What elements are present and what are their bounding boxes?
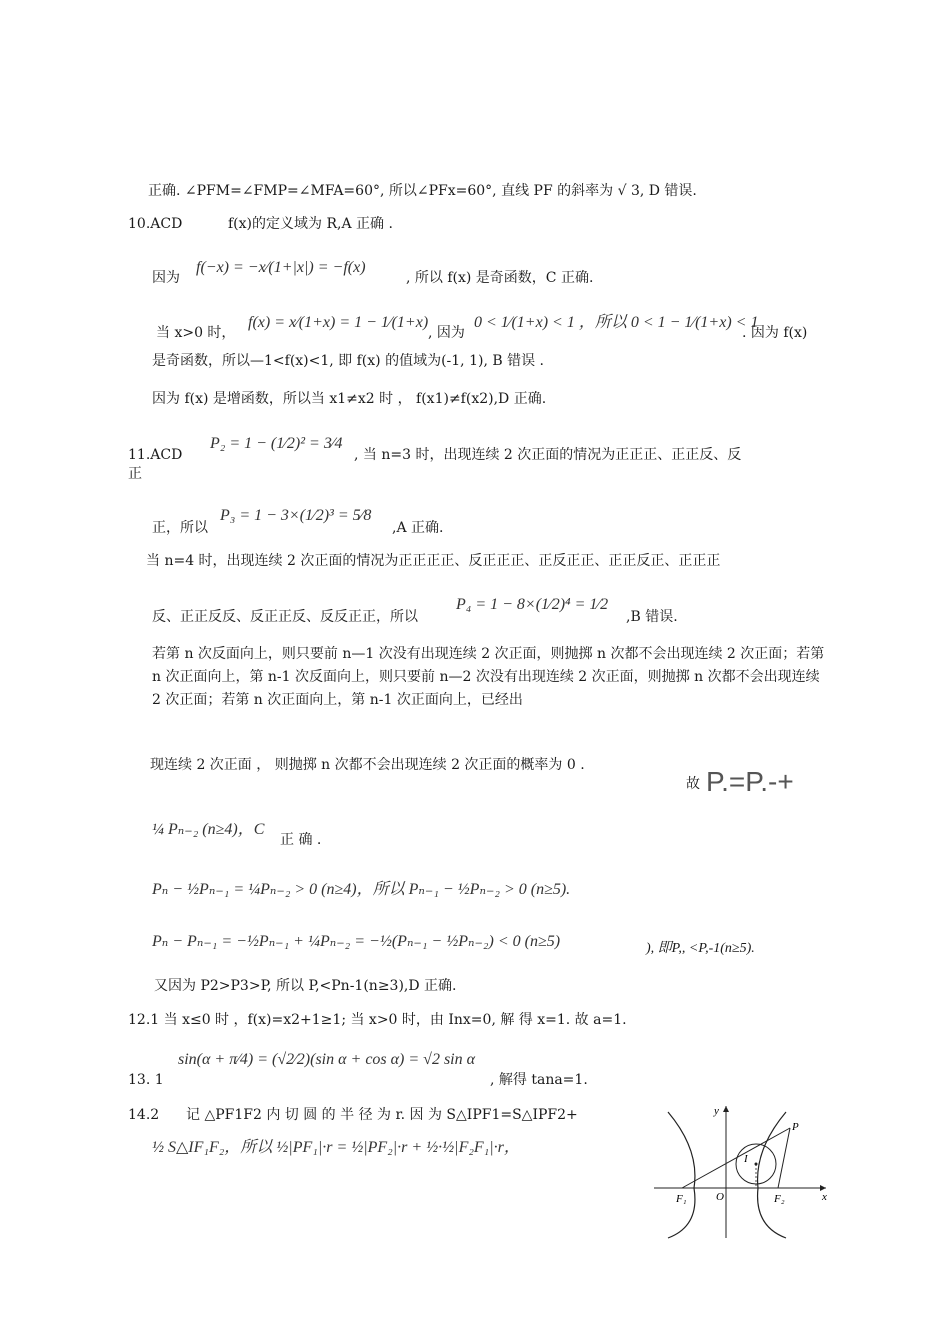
- label-i: I: [744, 1153, 748, 1165]
- math-formula: f(x) = x⁄(1+x) = 1 − 1⁄(1+x): [248, 314, 429, 331]
- hyperbola-right-branch: [758, 1112, 786, 1238]
- hyperbola-figure: [646, 1100, 836, 1240]
- text-line: 正确. ∠PFM=∠FMP=∠MFA=60°, 所以∠PFx=60°, 直线 PF 的斜率为 √ 3, D 错误.: [148, 183, 697, 199]
- incenter-point: [755, 1163, 758, 1166]
- math-formula: 0 < 1⁄(1+x) < 1 ，所以 0 < 1 − 1⁄(1+x) < 1: [474, 314, 759, 331]
- hyperbola-left-branch: [668, 1112, 695, 1238]
- math-formula: sin(α + π⁄4) = (√2⁄2)(sin α + cos α) = √2 sin α: [178, 1051, 476, 1068]
- text-line: ,B 错误.: [626, 609, 678, 625]
- answer-label: 11.ACD: [128, 447, 183, 463]
- math-formula: P₃ = 1 − 3×(1⁄2)³ = 5⁄8: [220, 507, 372, 524]
- text-line: 故: [686, 776, 700, 792]
- text-line: , 所以 f(x) 是奇函数，C 正确.: [406, 270, 594, 286]
- segment-pf1: [682, 1128, 790, 1188]
- text-line: 12.1 当 x≤0 时 ，f(x)=x2+1≥1; 当 x>0 时，由 Inx=0, 解 得 x=1. 故 a=1.: [128, 1012, 627, 1028]
- text-line: ), 即P,, <P,-1(n≥5).: [646, 941, 755, 956]
- text-line: , 解得 tana=1.: [490, 1072, 588, 1088]
- text-line: 又因为 P2>P3>P, 所以 P,<Pn-1(n≥3),D 正确.: [154, 978, 457, 994]
- text-line: 记 △PF1F2 内 切 圆 的 半 径 为 r. 因 为 S△IPF1=S△IPF2+: [186, 1107, 578, 1123]
- text-line: 是奇函数，所以—1<f(x)<1, 即 f(x) 的值域为(-1, 1), B 错误 .: [152, 353, 544, 369]
- text-line: . 因为 f(x): [742, 325, 808, 341]
- text-line: 正 确 .: [280, 832, 322, 848]
- text-line: 当 x>0 时，: [156, 325, 236, 341]
- segment-pf2: [778, 1128, 790, 1188]
- label-y: y: [714, 1105, 719, 1117]
- math-formula: P₂ = 1 − (1⁄2)² = 3⁄4: [210, 435, 343, 452]
- answer-label: 14.2: [128, 1107, 160, 1123]
- text-line: ,A 正确.: [392, 520, 444, 536]
- math-formula: ½ S△IF₁F₂，所以 ½|PF₁|·r = ½|PF₂|·r + ½·½|F₂F₁|·r，: [152, 1139, 520, 1156]
- math-formula: ¼ Pₙ₋₂ (n≥4)，C: [152, 821, 265, 838]
- y-axis-arrow: [723, 1106, 729, 1112]
- answer-label: 10.ACD: [128, 216, 183, 232]
- text-line: 因为: [152, 270, 180, 286]
- text-line: 反、正正反反、反正正反、反反正正，所以: [152, 609, 418, 625]
- label-p: P: [792, 1121, 799, 1133]
- text-line: , 当 n=3 时，出现连续 2 次正面的情况为正正正、正正反、反: [354, 447, 742, 463]
- math-formula: Pₙ − ½Pₙ₋₁ = ¼Pₙ₋₂ > 0 (n≥4)，所以 Pₙ₋₁ − ½Pₙ₋₂ > 0 (n≥5).: [152, 881, 571, 898]
- label-o: O: [716, 1191, 724, 1203]
- text-line: 正: [128, 466, 142, 482]
- math-formula: P₄ = 1 − 8×(1⁄2)⁴ = 1⁄2: [456, 596, 609, 613]
- label-f1: F₁: [676, 1193, 687, 1205]
- text-line: 正，所以: [152, 520, 208, 536]
- label-f2: F₂: [774, 1193, 785, 1205]
- math-fragment: P.=P.-+: [706, 766, 794, 797]
- text-line: , 因为: [428, 325, 465, 341]
- answer-label: 13. 1: [128, 1072, 164, 1088]
- text-line: 因为 f(x) 是增函数，所以当 x1≠x2 时 ， f(x1)≠f(x2),D 正确.: [152, 391, 547, 407]
- label-x: x: [822, 1191, 827, 1203]
- text-line: 当 n=4 时，出现连续 2 次正面的情况为正正正正、反正正正、正反正正、正正反正、正正正: [146, 553, 721, 569]
- paragraph: 若第 n 次反面向上，则只要前 n—1 次没有出现连续 2 次正面，则抛掷 n 次都不会出现连续 2 次正面；若第 n 次正面向上，第 n-1 次反面向上，则只要前 n—2 次没有出现连续 2 次正面，则抛掷 n 次都不会出现连续 2 次正面；若第 n 次正面向上，第 n-1 次正面向上，已经出: [152, 646, 825, 708]
- math-formula: f(−x) = −x⁄(1+|x|) = −f(x): [196, 259, 366, 276]
- math-formula: Pₙ − Pₙ₋₁ = −½Pₙ₋₁ + ¼Pₙ₋₂ = −½(Pₙ₋₁ − ½Pₙ₋₂) < 0 (n≥5): [152, 933, 561, 950]
- text-line: f(x)的定义域为 R,A 正确 .: [228, 216, 393, 232]
- text-line: 现连续 2 次正面 ， 则抛掷 n 次都不会出现连续 2 次正面的概率为 0 .: [150, 757, 585, 773]
